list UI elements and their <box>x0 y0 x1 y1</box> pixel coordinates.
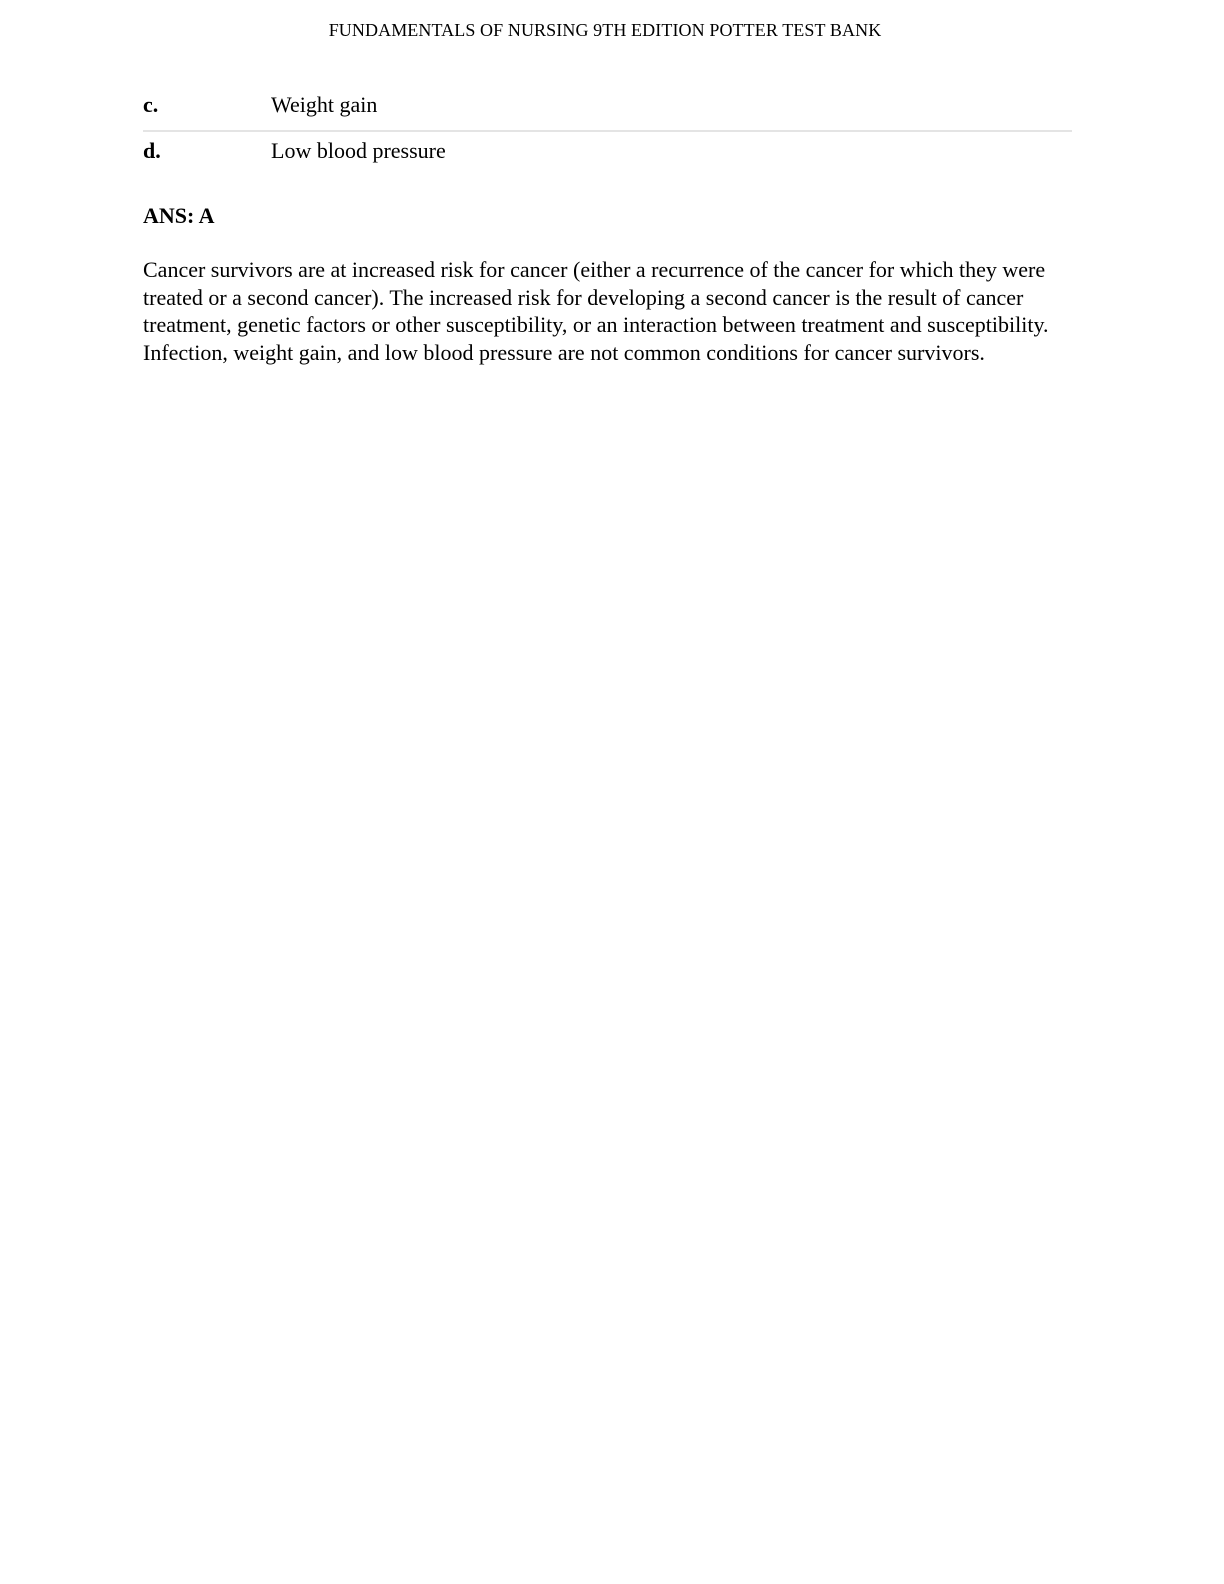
option-letter: d. <box>143 138 161 163</box>
option-d <box>143 130 1072 174</box>
page-header: FUNDAMENTALS OF NURSING 9TH EDITION POTTER TEST BANK <box>328 20 882 40</box>
rationale-paragraph: Cancer survivors are at increased risk for cancer (either a recurrence of the cancer for which they were treated or a second cancer). The increased risk for developing a second cancer is the result of cancer treatment, genetic factors or other susceptibility, or an interaction between treatment and susceptibility. Infection, weight gain, and low blood pressure are not common conditions for cancer survivors. <box>143 257 1049 365</box>
answer-options <box>143 88 1072 174</box>
option-letter: c. <box>143 92 159 117</box>
answer-label: ANS: A <box>143 203 215 228</box>
option-text: Low blood pressure <box>271 138 446 163</box>
option-text: Weight gain <box>271 92 378 117</box>
option-c <box>143 88 1072 128</box>
